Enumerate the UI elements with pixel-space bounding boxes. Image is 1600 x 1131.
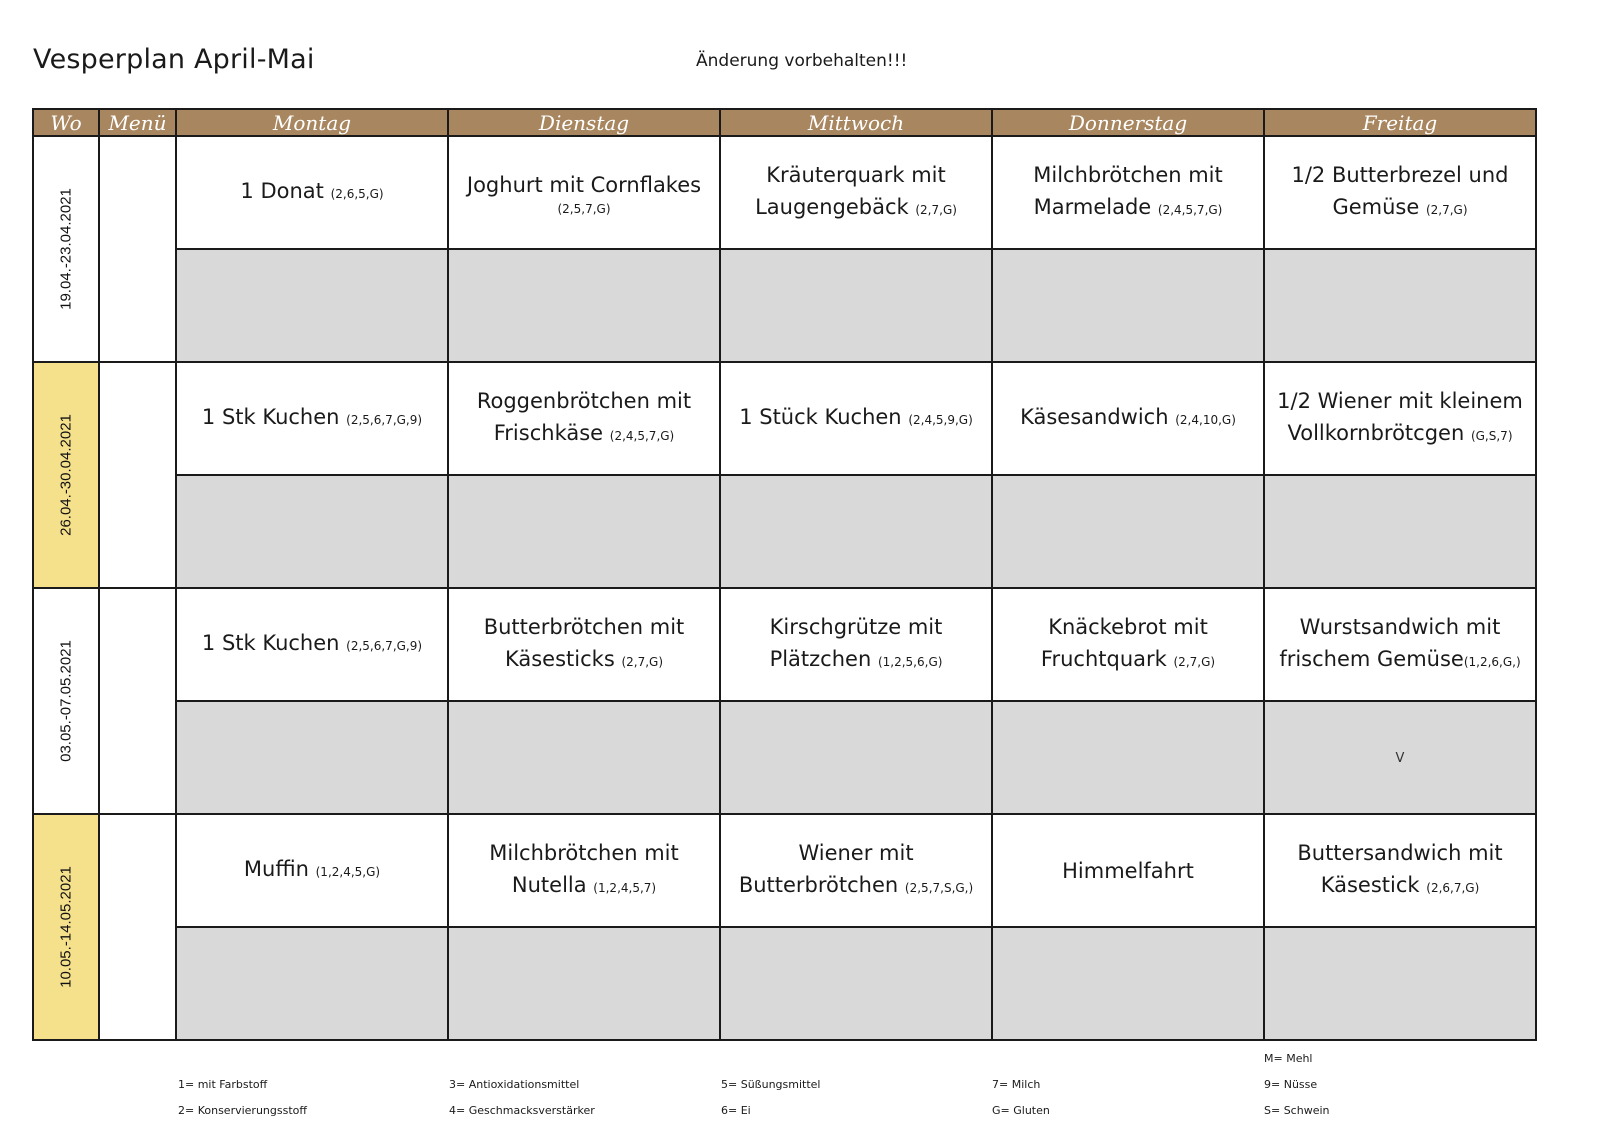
allergen-codes: (2,4,5,7,G) (609, 429, 675, 443)
allergen-codes: (1,2,6,G,) (1463, 655, 1521, 669)
week-label-cell (33, 588, 99, 814)
dish-name: Buttersandwich mit (1297, 841, 1503, 865)
meal-cell (720, 136, 992, 249)
legend-item: 7= Milch (992, 1078, 1041, 1091)
week-label: 10.05.-14.05.2021 (57, 866, 75, 988)
legend-item: S= Schwein (1264, 1104, 1330, 1117)
dish-name: 1/2 Wiener mit kleinem (1277, 389, 1523, 413)
allergen-codes: (2,5,7,G) (557, 201, 611, 216)
meal-cell (176, 362, 448, 475)
menu-cell (99, 136, 176, 362)
meal-cell (992, 588, 1264, 701)
dish-name-line2: Fruchtquark (1040, 647, 1167, 671)
dish-name-line2: Marmelade (1033, 195, 1152, 219)
empty-cell (176, 249, 448, 362)
dish-name: Wurstsandwich mit (1299, 615, 1501, 639)
empty-cell (992, 701, 1264, 814)
allergen-codes: (1,2,5,6,G) (877, 655, 943, 669)
dish-name: 1/2 Butterbrezel und (1291, 163, 1509, 187)
dish-name-line2: Nutella (511, 873, 587, 897)
empty-cell (1264, 927, 1536, 1040)
empty-cell (720, 475, 992, 588)
legend-item: 9= Nüsse (1264, 1078, 1318, 1091)
allergen-codes: (2,5,6,7,G,9) (346, 639, 423, 653)
allergen-codes: (2,7,G) (1425, 203, 1468, 217)
dish-name: Milchbrötchen mit (1033, 163, 1223, 187)
allergen-codes: (2,4,5,9,G) (908, 413, 973, 427)
allergen-codes: (2,7,G) (621, 655, 664, 669)
table-row (33, 136, 1536, 249)
dish-name-line2: Plätzchen (769, 647, 872, 671)
meal-cell (720, 362, 992, 475)
table-row-empty (33, 475, 1536, 588)
week-label: 03.05.-07.05.2021 (57, 640, 75, 762)
legend-item: M= Mehl (1264, 1052, 1313, 1065)
dish-name-line2: Frischkäse (493, 421, 604, 445)
dish-name-line2: Laugengebäck (755, 195, 909, 219)
dish-name-line2: Butterbrötchen (738, 873, 899, 897)
column-header-week: Wo (33, 109, 99, 136)
empty-cell (992, 927, 1264, 1040)
menu-cell (99, 362, 176, 588)
dish-name-line2: frischem Gemüse (1279, 647, 1464, 671)
week-label-cell (33, 814, 99, 1040)
allergen-codes: (2,4,10,G) (1175, 413, 1236, 427)
allergen-codes: (2,6,5,G) (330, 187, 384, 201)
column-header-thursday: Donnerstag (992, 109, 1264, 136)
dish-name: Wiener mit (798, 841, 914, 865)
cell-mark: V (1395, 750, 1405, 766)
meal-cell (448, 362, 720, 475)
empty-cell (720, 249, 992, 362)
allergen-codes: (G,S,7) (1470, 429, 1513, 443)
column-header-wednesday: Mittwoch (720, 109, 992, 136)
menu-plan-table (32, 108, 1537, 1041)
allergen-codes: (2,7,G) (1173, 655, 1216, 669)
table-row (33, 362, 1536, 475)
legend-item: G= Gluten (992, 1104, 1050, 1117)
meal-cell (448, 136, 720, 249)
allergen-codes: (2,4,5,7,G) (1157, 203, 1223, 217)
allergen-codes: (2,6,7,G) (1426, 881, 1480, 895)
allergen-codes: (1,2,4,5,7) (593, 881, 657, 895)
dish-name: Milchbrötchen mit (489, 841, 679, 865)
allergen-codes: (1,2,4,5,G) (315, 865, 381, 879)
empty-cell (176, 701, 448, 814)
dish-name-line2: Vollkornbrötcgen (1287, 421, 1465, 445)
table-row (33, 814, 1536, 927)
dish-name: Butterbrötchen mit (483, 615, 685, 639)
meal-cell (176, 588, 448, 701)
meal-cell (1264, 814, 1536, 927)
meal-cell (720, 814, 992, 927)
dish-name: 1 Stk Kuchen (201, 631, 340, 655)
dish-name: 1 Donat (240, 179, 324, 203)
meal-cell (176, 136, 448, 249)
menu-cell (99, 814, 176, 1040)
column-header-friday: Freitag (1264, 109, 1536, 136)
dish-name: Kräuterquark mit (766, 163, 946, 187)
empty-cell (992, 475, 1264, 588)
week-label: 26.04.-30.04.2021 (57, 414, 75, 536)
dish-name: Muffin (243, 857, 309, 881)
dish-name: Käsesandwich (1020, 405, 1169, 429)
empty-cell (448, 249, 720, 362)
dish-name: 1 Stück Kuchen (739, 405, 902, 429)
week-label-cell (33, 362, 99, 588)
meal-cell (448, 814, 720, 927)
week-label-cell (33, 136, 99, 362)
table-row (33, 588, 1536, 701)
meal-cell (1264, 588, 1536, 701)
empty-cell (720, 927, 992, 1040)
legend-item: 1= mit Farbstoff (178, 1078, 268, 1091)
legend-item: 5= Süßungsmittel (721, 1078, 821, 1091)
week-label: 19.04.-23.04.2021 (57, 188, 75, 310)
page-title: Vesperplan April-Mai (33, 44, 315, 75)
legend-item: 6= Ei (721, 1104, 751, 1117)
column-header-menu: Menü (99, 109, 176, 136)
empty-cell (992, 249, 1264, 362)
meal-cell (176, 814, 448, 927)
empty-cell (448, 701, 720, 814)
dish-name: 1 Stk Kuchen (201, 405, 340, 429)
table-row-empty (33, 927, 1536, 1040)
column-header-tuesday: Dienstag (448, 109, 720, 136)
dish-name-line2: Gemüse (1332, 195, 1420, 219)
legend-item: 4= Geschmacksverstärker (449, 1104, 595, 1117)
meal-cell (720, 588, 992, 701)
legend-item: 2= Konservierungsstoff (178, 1104, 307, 1117)
menu-cell (99, 588, 176, 814)
allergen-codes: (2,5,7,S,G,) (904, 881, 974, 895)
dish-name-line2: Käsestick (1320, 873, 1420, 897)
empty-cell (176, 475, 448, 588)
table-row-empty (33, 249, 1536, 362)
meal-cell (992, 136, 1264, 249)
meal-cell (1264, 362, 1536, 475)
empty-cell (176, 927, 448, 1040)
empty-cell (448, 475, 720, 588)
dish-name: Himmelfahrt (1062, 858, 1194, 883)
meal-cell (1264, 136, 1536, 249)
meal-cell (992, 362, 1264, 475)
meal-cell (992, 814, 1264, 927)
change-note: Änderung vorbehalten!!! (696, 51, 908, 71)
empty-cell (1264, 249, 1536, 362)
dish-name: Kirschgrütze mit (769, 615, 943, 639)
column-header-monday: Montag (176, 109, 448, 136)
empty-cell (1264, 701, 1536, 814)
header-row (33, 109, 1536, 136)
dish-name-line2: Käsesticks (504, 647, 615, 671)
empty-cell (448, 927, 720, 1040)
allergen-codes: (2,5,6,7,G,9) (346, 413, 423, 427)
dish-name: Knäckebrot mit (1048, 615, 1208, 639)
empty-cell (720, 701, 992, 814)
dish-name: Joghurt mit Cornflakes (466, 172, 702, 197)
empty-cell (1264, 475, 1536, 588)
meal-cell (448, 588, 720, 701)
table-row-empty (33, 701, 1536, 814)
allergen-codes: (2,7,G) (915, 203, 957, 217)
dish-name: Roggenbrötchen mit (476, 389, 692, 413)
legend-item: 3= Antioxidationsmittel (449, 1078, 580, 1091)
